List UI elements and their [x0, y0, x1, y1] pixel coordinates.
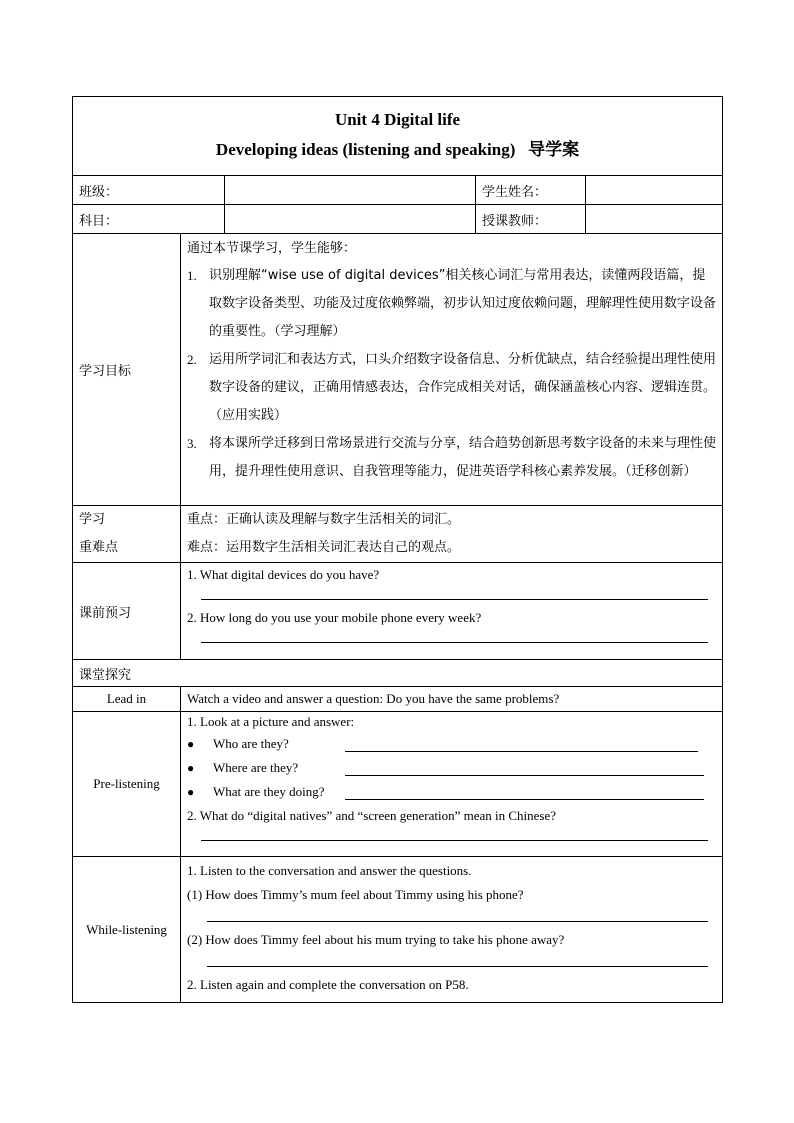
lead-in-label: Lead in: [73, 687, 181, 712]
subject-field[interactable]: [225, 205, 476, 234]
answer-line[interactable]: [201, 628, 708, 643]
objectives-label: 学习目标: [73, 234, 181, 506]
while-listening-cell: [181, 857, 723, 1003]
unit-title: Unit 4 Digital life: [334, 110, 461, 129]
answer-line[interactable]: [345, 733, 698, 752]
preview-label: 课前预习: [73, 563, 181, 660]
pre-listening-cell: [181, 712, 723, 857]
preview-cell: [181, 563, 723, 660]
answer-line[interactable]: [201, 585, 708, 600]
lead-in-text: Watch a video and answer a question: Do you have the same problems?: [181, 687, 723, 712]
student-name-field[interactable]: [586, 176, 723, 205]
while-listening-label: While-listening: [73, 857, 181, 1003]
while-listening-question-2: 2. Listen again and complete the conversation on P58.: [187, 977, 469, 992]
worksheet: [72, 96, 722, 1003]
while-listening-subquestion-2: (2) How does Timmy feel about his mum trying to take his phone away?: [187, 932, 565, 947]
answer-line[interactable]: [345, 781, 704, 800]
bullet-icon: ●: [187, 737, 195, 751]
bullet-icon: ●: [187, 761, 195, 775]
class-label: 班级：: [73, 176, 225, 205]
lesson-title-cn: 导学案: [528, 140, 580, 160]
keypoints-cell: [181, 506, 723, 563]
objective-number: 2.: [187, 352, 197, 367]
bullet-question: What are they doing?: [213, 784, 325, 799]
bullet-question: Where are they?: [213, 760, 299, 775]
objective-text: 运用所学词汇和表达方式，口头介绍数字设备信息、分析优缺点，结合经验提出理性使用数字设备的建议，正确用情感表达，合作完成相关对话，确保涵盖核心内容、逻辑连贯。（应用实践）: [209, 352, 717, 423]
objective-number: 1.: [187, 268, 197, 283]
objective-item: [187, 262, 716, 346]
difficult-point: 难点：运用数字生活相关词汇表达自己的观点。: [187, 540, 461, 555]
objective-text: 将本课所学迁移到日常场景进行交流与分享，结合趋势创新思考数字设备的未来与理性使用，提升理性使用意识、自我管理等能力，促进英语学科核心素养发展。（迁移创新）: [209, 436, 717, 479]
preview-question-2: 2. How long do you use your mobile phone every week?: [187, 610, 482, 625]
title-cell: [73, 97, 723, 176]
objective-item: [187, 346, 716, 430]
objectives-cell: [181, 234, 723, 506]
objective-item: [187, 430, 716, 486]
while-listening-subquestion-1: (1) How does Timmy’s mum feel about Timmy using his phone?: [187, 887, 524, 902]
objective-number: 3.: [187, 436, 197, 451]
keypoints-label: [73, 506, 181, 563]
worksheet-table: [72, 96, 723, 1003]
lesson-title-en: Developing ideas (listening and speaking): [215, 140, 516, 159]
bullet-question: Who are they?: [213, 736, 289, 751]
pre-listening-question-2: 2. What do “digital natives” and “screen generation” mean in Chinese?: [187, 808, 557, 823]
subject-label: 科目：: [73, 205, 225, 234]
answer-line[interactable]: [207, 952, 708, 967]
pre-listening-label: Pre-listening: [73, 712, 181, 857]
lesson-title: [73, 133, 722, 167]
keypoints-label-line1: 学习: [79, 512, 106, 527]
key-point: 重点：正确认读及理解与数字生活相关的词汇。: [187, 512, 461, 527]
preview-question-1: 1. What digital devices do you have?: [187, 567, 380, 582]
teacher-label: 授课教师：: [476, 205, 586, 234]
objectives-intro: 通过本节课学习，学生能够：: [187, 241, 357, 256]
objective-text: 识别理解“wise use of digital devices”相关核心词汇与常用表达，读懂两段语篇，提取数字设备类型、功能及过度依赖弊端，初步认知过度依赖问题，理解理性使用数字设备的重要性。（学习理解）: [209, 268, 717, 339]
answer-line[interactable]: [345, 757, 704, 776]
pre-listening-question-1: 1. Look at a picture and answer:: [187, 714, 355, 729]
keypoints-label-line2: 重难点: [79, 540, 119, 555]
bullet-item: [187, 756, 716, 780]
answer-line[interactable]: [207, 907, 708, 922]
bullet-icon: ●: [187, 785, 195, 799]
answer-line[interactable]: [201, 826, 708, 841]
while-listening-question-1: 1. Listen to the conversation and answer the questions.: [187, 863, 472, 878]
explore-header: 课堂探究: [73, 660, 723, 687]
student-name-label: 学生姓名：: [476, 176, 586, 205]
bullet-item: [187, 780, 716, 804]
teacher-field[interactable]: [586, 205, 723, 234]
class-field[interactable]: [225, 176, 476, 205]
bullet-item: [187, 732, 716, 756]
